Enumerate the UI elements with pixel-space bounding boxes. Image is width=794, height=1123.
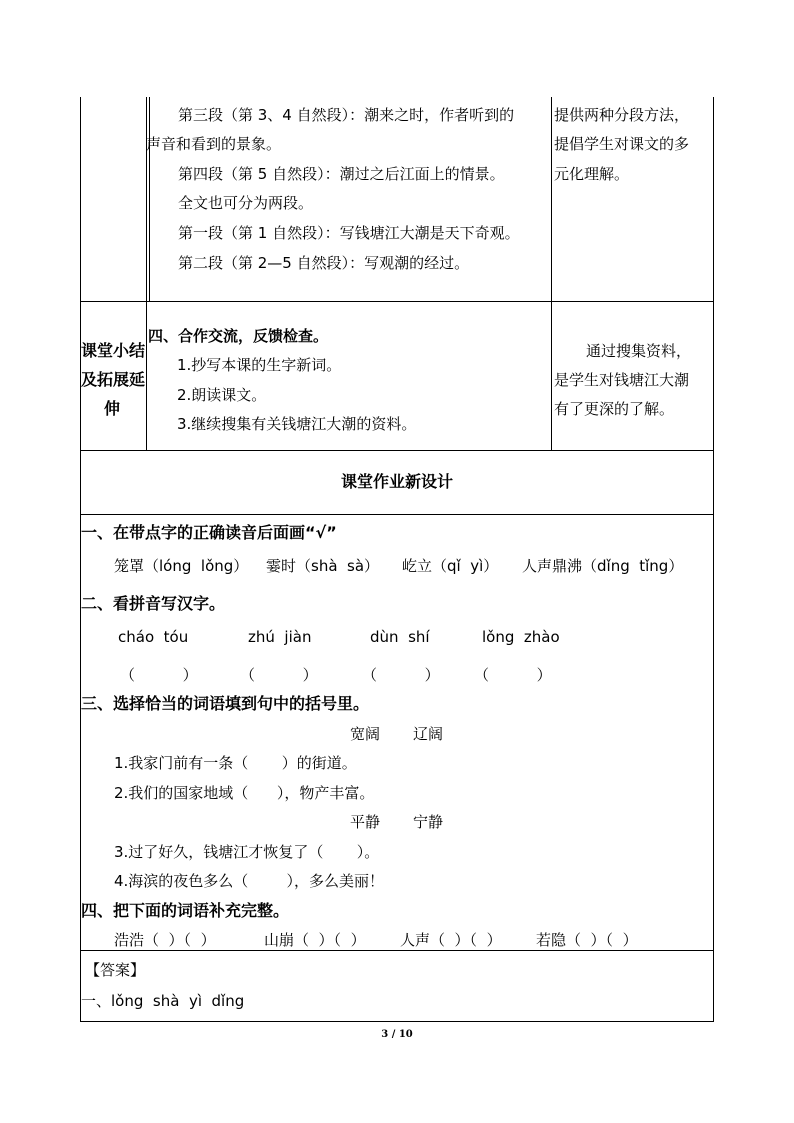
teaching-note-line: 元化理解。: [554, 165, 630, 183]
row-label-line: 及拓展延: [81, 370, 146, 389]
teaching-note-line: 是学生对钱塘江大潮: [554, 371, 690, 389]
table-border-right: [713, 97, 714, 1022]
step-item: 3.继续搜集有关钱塘江大潮的资料。: [177, 415, 417, 433]
answer-label: 【答案】: [85, 961, 146, 979]
pinyin-prompt: cháo tóu: [118, 628, 189, 646]
page-number: 3 / 10: [381, 1029, 413, 1040]
section-content-line: 全文也可分为两段。: [178, 194, 314, 212]
word-completion-item: 浩浩（ ）（ ）: [114, 931, 216, 949]
row-divider-3: [80, 514, 714, 515]
word-choice: 辽阔: [413, 725, 444, 743]
table-border-bottom: [80, 1021, 714, 1022]
column-divider-left-inner: [149, 97, 150, 301]
word-completion-item: 若隐（ ）（ ）: [536, 931, 638, 949]
section-content-line: 第一段（第 1 自然段）：写钱塘江大潮是天下奇观。: [178, 224, 520, 242]
step-item: 2.朗读课文。: [177, 386, 267, 404]
fill-sentence: 4.海滨的夜色多么（ ），多么美丽！: [114, 872, 384, 890]
teaching-note-line: 通过搜集资料，: [586, 342, 692, 360]
question-heading: 二、看拼音写汉字。: [81, 594, 226, 613]
word-completion-item: 人声（ ）（ ）: [400, 931, 502, 949]
column-divider-right: [551, 97, 552, 451]
homework-title: 课堂作业新设计: [340, 472, 453, 491]
answer-blank: （ ）: [474, 666, 552, 684]
word-choice: 宽阔: [350, 725, 381, 743]
answer-line: 一、lǒng shà yì dǐng: [81, 992, 245, 1010]
word-choice: 宁静: [413, 813, 444, 831]
row-divider-4: [80, 950, 714, 951]
answer-blank: （ ）: [362, 666, 440, 684]
pronunciation-item: 笼罩（lóng lǒng）: [114, 557, 249, 575]
row-divider-1: [80, 301, 714, 302]
teaching-note-line: 提倡学生对课文的多: [554, 135, 690, 153]
word-choice: 平静: [350, 813, 381, 831]
step-item: 1.抄写本课的生字新词。: [177, 356, 342, 374]
section-content-line: 第二段（第 2—5 自然段）：写观潮的经过。: [178, 254, 470, 272]
section-content-line: 声音和看到的景象。: [146, 135, 282, 153]
fill-sentence: 2.我们的国家地域（ ），物产丰富。: [114, 784, 375, 802]
table-border-left: [80, 97, 81, 1022]
step-heading: 四、合作交流，反馈检查。: [148, 327, 329, 345]
teaching-note-line: 有了更深的了解。: [554, 400, 675, 418]
pinyin-prompt: dùn shí: [370, 628, 430, 646]
word-completion-item: 山崩（ ）（ ）: [264, 931, 366, 949]
question-heading: 三、选择恰当的词语填到句中的括号里。: [81, 694, 370, 713]
answer-blank: （ ）: [240, 666, 318, 684]
row-label-line: 课堂小结: [81, 341, 146, 360]
answer-blank: （ ）: [120, 666, 198, 684]
section-content-line: 第三段（第 3、4 自然段）：潮来之时，作者听到的: [178, 106, 515, 124]
row-label-line: 伸: [104, 399, 121, 418]
teaching-note-line: 提供两种分段方法，: [554, 106, 690, 124]
fill-sentence: 3.过了好久，钱塘江才恢复了（ ）。: [114, 843, 380, 861]
pronunciation-item: 霎时（shà sà）: [266, 557, 380, 575]
fill-sentence: 1.我家门前有一条（ ）的街道。: [114, 754, 357, 772]
pronunciation-item: 人声鼎沸（dǐng tǐng）: [522, 557, 684, 575]
section-content-line: 第四段（第 5 自然段）：潮过之后江面上的情景。: [178, 165, 505, 183]
pinyin-prompt: lǒng zhào: [482, 628, 560, 646]
question-heading: 一、在带点字的正确读音后面画“√”: [81, 523, 337, 542]
question-heading: 四、把下面的词语补充完整。: [81, 901, 290, 920]
row-divider-2: [80, 450, 714, 451]
pronunciation-item: 屹立（qǐ yì）: [402, 557, 499, 575]
pinyin-prompt: zhú jiàn: [248, 628, 312, 646]
